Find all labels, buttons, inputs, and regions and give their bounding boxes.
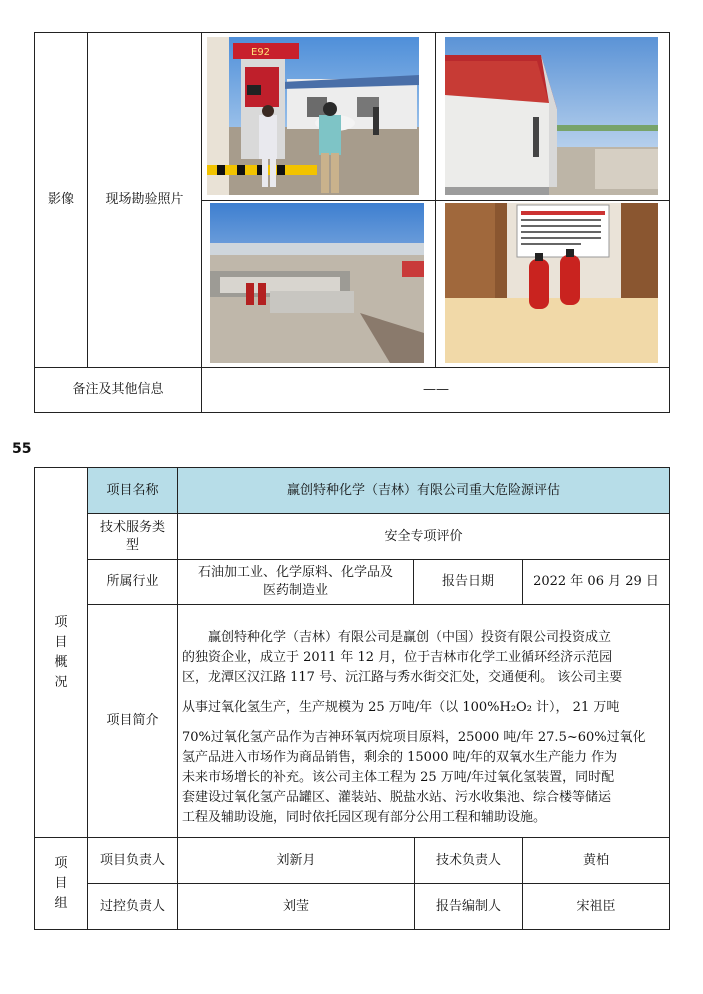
divider [201, 32, 202, 413]
leader-value: 刘新月 [276, 852, 316, 868]
industry-value [178, 560, 413, 604]
intro-line: 氢产品进入市场作为商品销售，剩余的 15000 吨/年的双氧水生产能力 作为 [182, 750, 618, 765]
project-name-label: 项目名称 [106, 482, 159, 498]
service-type-label [88, 514, 177, 559]
site-photo-gas-station [207, 37, 419, 195]
pump-price-sign: E92 [251, 47, 271, 58]
leader-label: 项目负责人 [99, 852, 165, 868]
overview-group-label [35, 468, 87, 837]
site-photo-building [445, 37, 658, 195]
service-type-label-line1: 技术服务类 [99, 519, 165, 535]
photos-label: 现场勘验照片 [105, 192, 184, 207]
industry-label: 所属行业 [106, 574, 159, 589]
tech-lead-label: 技术负责人 [435, 852, 501, 868]
service-type-label-line2: 型 [125, 537, 139, 553]
report-date-label: 报告日期 [441, 574, 494, 589]
project-name-value: 赢创特种化学（吉林）有限公司重大危险源评估 [286, 482, 560, 498]
intro-line: 工程及辅助设施，同时依托园区现有部分公用工程和辅助设施。 [182, 810, 547, 825]
industry-value-line1: 石油加工业、化学原料、化学品及 [197, 565, 393, 580]
site-photo-extinguishers [445, 203, 658, 363]
intro-line: 从事过氧化氢生产，生产规模为 25 万吨/年（以 100%H₂O₂ 计）， 21 万吨 [182, 700, 620, 715]
team-group-text: 项目组 [54, 855, 68, 911]
report-author-value: 宋祖臣 [576, 898, 616, 914]
intro-line: 未来市场增长的补充。该公司主体工程为 25 万吨/年过氧化氢装置，同时配 [182, 770, 615, 785]
intro-line: 的独资企业，成立于 2011 年 12 月，位于吉林市化学工业循环经济示范园 [182, 650, 613, 665]
section-number: 55 [12, 441, 32, 457]
remarks-label: 备注及其他信息 [72, 382, 164, 397]
divider [201, 200, 670, 201]
industry-value-line2: 医药制造业 [262, 583, 328, 598]
report-date-value: 2022 年 06 月 29 日 [533, 574, 659, 589]
intro-line: 区，龙潭区汉江路 117 号、沅江路与秀水街交汇处，交通便利。 该公司主要 [182, 670, 623, 685]
intro-label: 项目简介 [106, 713, 159, 728]
control-value: 刘莹 [282, 898, 309, 914]
tech-lead-value: 黄柏 [582, 852, 609, 868]
intro-text [182, 628, 666, 828]
service-type-value: 安全专项评价 [384, 528, 463, 544]
site-photo-yard [210, 203, 424, 363]
intro-line: 70%过氧化氢产品作为吉神环氧丙烷项目原料，25000 吨/年 27.5~60%过氧化 [182, 730, 646, 745]
team-group-label [35, 838, 87, 929]
control-label: 过控负责人 [99, 898, 165, 914]
overview-group-text: 项目概况 [54, 614, 68, 690]
report-author-label: 报告编制人 [435, 898, 501, 914]
intro-line: 套建设过氧化氢产品罐区、灌装站、脱盐水站、污水收集池、综合楼等储运 [182, 790, 612, 805]
intro-line: 赢创特种化学（吉林）有限公司是赢创（中国）投资有限公司投资成立 [208, 630, 612, 645]
remarks-value: —— [423, 382, 449, 397]
image-label: 影像 [47, 192, 74, 207]
